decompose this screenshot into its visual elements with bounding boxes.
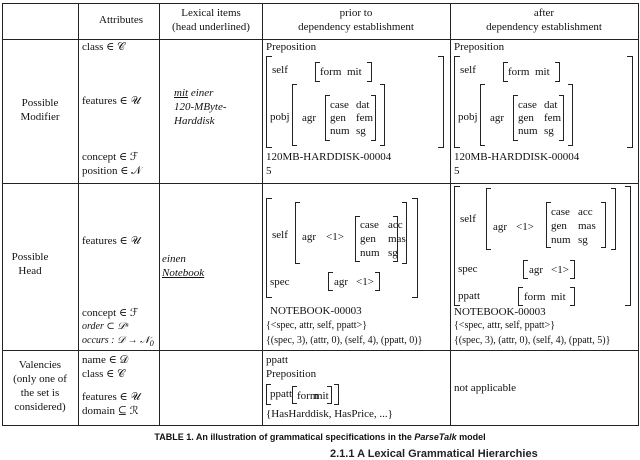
fs-bracket-right <box>334 384 339 405</box>
fs-inner-bracket-right <box>570 287 575 306</box>
fs-bracket-right <box>412 198 418 298</box>
attr-class: class ∈ 𝒞 <box>82 368 126 380</box>
not-applicable: not applicable <box>454 382 517 394</box>
attr-features: features ∈ 𝒰 <box>82 235 141 247</box>
concept-value: NOTEBOOK-00003 <box>270 305 362 317</box>
table-rule-top <box>2 3 638 4</box>
fs-inner-bracket-left <box>292 84 297 146</box>
header-prior-sub: dependency establishment <box>298 21 414 33</box>
row-label-head: Possible <box>11 251 49 263</box>
fs-self-label: self <box>460 64 476 76</box>
fs-tag: <1> <box>516 221 534 233</box>
table-col-rule <box>159 3 160 426</box>
order-value: {<spec, attr, self, ppatt>} <box>454 320 556 331</box>
fs-gen-key: gen <box>360 233 376 245</box>
fs-agr-label: agr <box>493 221 508 233</box>
fs-form-value: mit <box>535 66 550 78</box>
fs-num-key: num <box>330 125 350 137</box>
lexical-head: mit <box>174 87 189 99</box>
fs-ppatt-label: ppatt <box>458 290 480 302</box>
fs-case-value: acc <box>388 219 403 231</box>
header-lexical-sub: (head underlined) <box>172 21 250 33</box>
lexical-head-line1: einen <box>162 253 186 265</box>
table-rule-header <box>2 39 638 40</box>
fs-spec-agr: agr <box>529 264 544 276</box>
header-after: after <box>533 7 555 19</box>
fs-num-value: sg <box>388 247 398 259</box>
table-rule-bottom <box>2 425 638 426</box>
fs-inner-bracket-right <box>380 84 385 146</box>
concept-value: 120MB-HARDDISK-00004 <box>454 151 580 163</box>
fs-tag: <1> <box>326 231 344 243</box>
row-label-modifier-sub: Modifier <box>20 111 60 123</box>
fs-form-key: form <box>297 390 319 402</box>
fs-inner-bracket-left <box>518 287 523 306</box>
lexical-head: Notebook <box>162 267 205 279</box>
attr-occurs: occurs : 𝒟 → 𝒩$_0$ <box>82 335 154 348</box>
fs-form-value: mit <box>347 66 362 78</box>
fs-form-key: form <box>320 66 342 78</box>
fs-self-label: self <box>272 229 288 241</box>
fs-gen-value: fem <box>356 112 374 124</box>
fs-pobj-label: pobj <box>458 111 478 123</box>
lexical-modifier-line3: Harddisk <box>174 115 215 127</box>
fs-agr-label: agr <box>302 231 317 243</box>
order-value: {<spec, attr, self, ppatt>} <box>266 320 368 331</box>
fs-bracket-right <box>625 186 631 306</box>
fs-inner-bracket-right <box>611 188 616 250</box>
valency-domain: {HasHarddisk, HasPrice, ...} <box>266 408 393 420</box>
fs-case-value: acc <box>578 206 593 218</box>
fs-case-key: case <box>330 99 349 111</box>
attr-concept: concept ∈ ℱ <box>82 307 139 319</box>
fs-self-label: self <box>460 213 476 225</box>
fs-gen-key: gen <box>518 112 534 124</box>
table-rule-modifier <box>2 183 638 184</box>
position-value: 5 <box>266 165 272 177</box>
class-value: Preposition <box>454 41 505 53</box>
attr-domain: domain ⊆ ℛ <box>82 405 139 417</box>
fs-form-value: mit <box>551 291 566 303</box>
concept-value: NOTEBOOK-00003 <box>454 306 546 318</box>
fs-inner-bracket-right <box>601 202 606 248</box>
table-col-rule <box>2 3 3 426</box>
valency-class: Preposition <box>266 368 317 380</box>
fs-inner-bracket-right <box>375 272 380 291</box>
table-rule-head <box>2 350 638 351</box>
header-lexical: Lexical items <box>181 7 241 19</box>
row-label-head-sub: Head <box>18 265 42 277</box>
attr-features: features ∈ 𝒰 <box>82 95 141 107</box>
fs-gen-key: gen <box>551 220 567 232</box>
fs-num-key: num <box>551 234 571 246</box>
attr-class: class ∈ 𝒞 <box>82 41 126 53</box>
fs-inner-bracket-left <box>328 272 333 291</box>
fs-inner-bracket-left <box>295 202 300 264</box>
fs-case-value: dat <box>544 99 558 111</box>
table-col-rule <box>638 3 639 426</box>
header-prior: prior to <box>339 7 373 19</box>
fs-spec-tag: <1> <box>356 276 374 288</box>
fs-inner-bracket-right <box>367 62 372 82</box>
row-label-valencies: Valencies <box>18 359 62 371</box>
table-col-rule <box>262 3 263 426</box>
concept-value: 120MB-HARDDISK-00004 <box>266 151 392 163</box>
fs-case-key: case <box>360 219 379 231</box>
fs-form-value: mit <box>314 390 329 402</box>
fs-self-label: self <box>272 64 288 76</box>
class-value: Preposition <box>266 41 317 53</box>
table-caption: TABLE 1. An illustration of grammatical specifications in the ParseTalk model <box>154 432 486 442</box>
fs-agr-label: agr <box>302 112 317 124</box>
fs-spec-label: spec <box>458 263 478 275</box>
attr-position: position ∈ 𝒩 <box>82 165 142 177</box>
fs-num-value: sg <box>544 125 554 137</box>
fs-inner-bracket-left <box>486 188 491 250</box>
header-attributes: Attributes <box>99 14 143 26</box>
fs-gen-key: gen <box>330 112 346 124</box>
table-col-rule <box>450 3 451 426</box>
fs-num-key: num <box>518 125 538 137</box>
fs-spec-agr: agr <box>334 276 349 288</box>
fs-bracket-right <box>627 56 633 148</box>
fs-spec-tag: <1> <box>551 264 569 276</box>
fs-spec-label: spec <box>270 276 290 288</box>
row-label-valencies-3: the set is <box>20 387 60 399</box>
fs-bracket-left <box>454 186 460 306</box>
fs-form-key: form <box>508 66 530 78</box>
fs-inner-bracket-right <box>570 260 575 279</box>
fs-num-key: num <box>360 247 380 259</box>
fs-gen-value: mas <box>578 220 596 232</box>
fs-form-key: form <box>524 291 546 303</box>
valency-name: ppatt <box>266 354 288 366</box>
fs-gen-value: mas <box>388 233 406 245</box>
row-label-valencies-4: considered) <box>14 401 66 413</box>
fs-inner-bracket-right <box>568 84 573 146</box>
fs-num-value: sg <box>578 234 588 246</box>
fs-num-value: sg <box>356 125 366 137</box>
fs-case-value: dat <box>356 99 370 111</box>
fs-ppatt-label: ppatt <box>270 388 292 400</box>
lexical-modifier: mit einer <box>174 87 214 99</box>
table-col-rule <box>78 3 79 426</box>
fs-inner-bracket-left <box>523 260 528 279</box>
fs-case-key: case <box>551 206 570 218</box>
row-label-valencies-2: (only one of <box>13 373 67 385</box>
fs-case-key: case <box>518 99 537 111</box>
occurs-value: {(spec, 3), (attr, 0), (self, 4), (ppatt, 0)} <box>266 335 423 346</box>
fs-bracket-right <box>438 56 444 148</box>
fs-inner-bracket-right <box>555 62 560 82</box>
position-value: 5 <box>454 165 460 177</box>
fs-pobj-label: pobj <box>270 111 290 123</box>
header-after-sub: dependency establishment <box>486 21 602 33</box>
attr-concept: concept ∈ ℱ <box>82 151 139 163</box>
row-label-modifier: Possible <box>21 97 59 109</box>
fs-agr-label: agr <box>490 112 505 124</box>
lexical-modifier-line2: 120-MByte- <box>174 101 227 113</box>
fs-gen-value: fem <box>544 112 562 124</box>
occurs-value: {(spec, 3), (attr, 0), (self, 4), (ppatt, 5)} <box>454 335 611 346</box>
next-section-heading: 2.1.1 A Lexical Grammatical Hierarchies <box>330 448 538 460</box>
attr-features: features ∈ 𝒰 <box>82 391 141 403</box>
fs-inner-bracket-left <box>480 84 485 146</box>
attr-order: order ⊂ 𝒟ⁿ <box>82 321 129 332</box>
attr-name: name ∈ 𝒟 <box>82 354 129 366</box>
